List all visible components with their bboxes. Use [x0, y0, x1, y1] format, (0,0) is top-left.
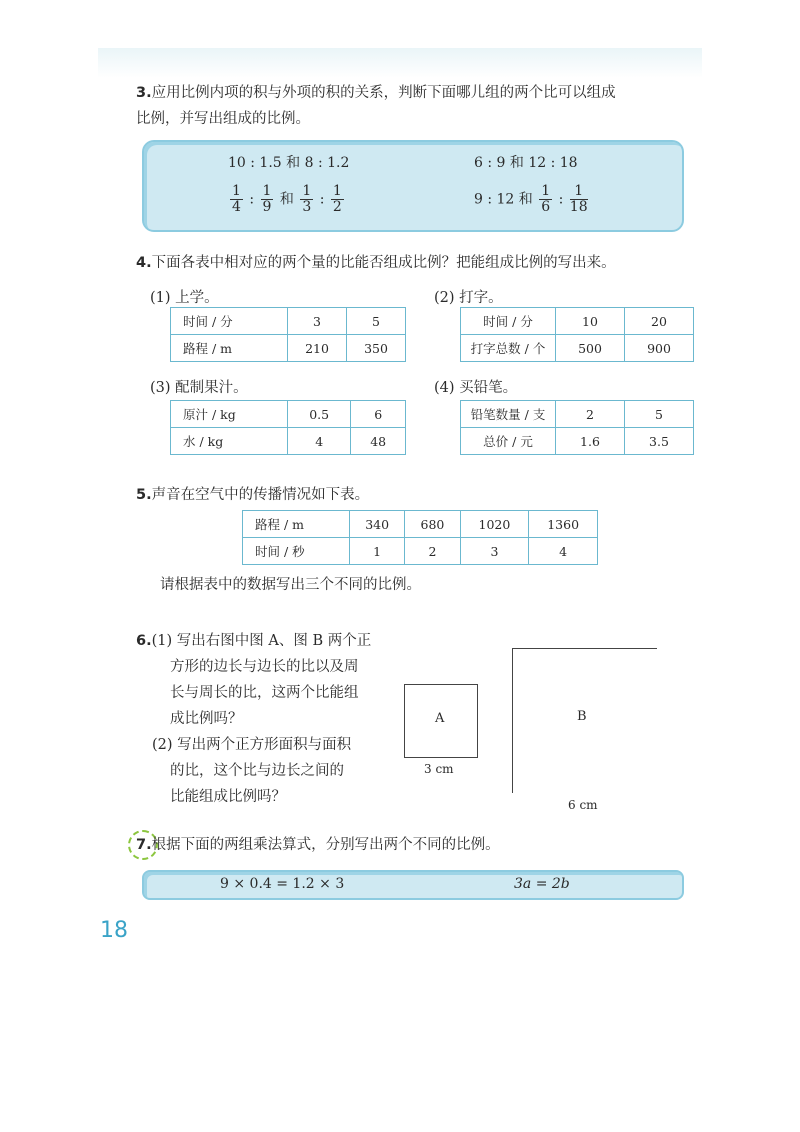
q4-table4-title: (4) 买铅笔。	[434, 380, 518, 396]
square-a-label: A	[435, 711, 445, 726]
q3-line1	[136, 80, 616, 106]
square-a	[404, 684, 478, 758]
q4-table3	[170, 400, 406, 455]
q7-expr-1: 9 × 0.4 = 1.2 × 3	[220, 876, 345, 892]
table-row: 时间 / 分 3 5	[171, 308, 406, 335]
table-row: 打字总数 / 个 500 900	[461, 335, 694, 362]
table-row: 水 / kg 4 48	[171, 428, 406, 455]
q6-p2-line: (2) 写出两个正方形面积与面积	[152, 737, 352, 753]
q7-heading	[136, 832, 500, 858]
table-row: 总价 / 元 1.6 3.5	[461, 428, 694, 455]
q6-text-block	[136, 628, 376, 810]
q3-line2: 比例，并写出组成的比例。	[136, 111, 310, 127]
q3-expr-3: $\frac{1}{4}$ : $\frac{1}{9}$ 和 $\frac{1}{3}$ : $\frac{1}{2}$	[232, 183, 342, 215]
q3-expr-4: 9 : 12 和 $\frac{1}{6}$ : $\frac{1}{18}$	[474, 183, 588, 215]
q3-number: 3.	[136, 85, 152, 101]
textbook-page	[98, 48, 702, 908]
table-row: 路程 / m 210 350	[171, 335, 406, 362]
square-b	[512, 648, 657, 793]
q5-table	[242, 510, 598, 565]
q5-text: 声音在空气中的传播情况如下表。	[151, 487, 370, 503]
q3-expr-2: 6 : 9 和 12 : 18	[474, 155, 578, 171]
q3-expression-box	[142, 140, 684, 232]
q5-number: 5.	[136, 487, 152, 503]
table-row: 时间 / 秒 1 2 3 4	[243, 538, 598, 565]
q7-text: 根据下面的两组乘法算式，分别写出两个不同的比例。	[151, 837, 500, 853]
page-number: 18	[100, 918, 128, 943]
q7-expression-box	[142, 870, 684, 900]
q4-number: 4.	[136, 255, 152, 271]
q4-table3-title: (3) 配制果汁。	[150, 380, 248, 396]
q6-p1-line: 方形的边长与边长的比以及周	[170, 659, 359, 675]
q4-text: 下面各表中相对应的两个量的比能否组成比例？把能组成比例的写出来。	[151, 255, 616, 271]
q4-table1-title: (1) 上学。	[150, 290, 219, 306]
q7-number: 7.	[136, 837, 152, 853]
square-b-side-label: 6 cm	[568, 798, 598, 812]
table-row: 原汁 / kg 0.5 6	[171, 401, 406, 428]
q6-p2-line: 比能组成比例吗？	[170, 789, 286, 805]
q6-p2-line: 的比，这个比与边长之间的	[170, 763, 344, 779]
table-row: 路程 / m 340 680 1020 1360	[243, 511, 598, 538]
q5-heading	[136, 482, 369, 508]
square-a-side-label: 3 cm	[424, 762, 454, 776]
q4-table2-title: (2) 打字。	[434, 290, 503, 306]
q7-expr-2: 3a = 2b	[514, 876, 570, 892]
q3-text: 应用比例内项的积与外项的积的关系，判断下面哪儿组的两个比可以组成	[151, 85, 616, 101]
q4-table1	[170, 307, 406, 362]
q3-expr-1: 10 : 1.5 和 8 : 1.2	[228, 155, 350, 171]
q6-p1-line: 长与周长的比，这两个比能组	[170, 685, 359, 701]
q4-table2	[460, 307, 694, 362]
q6-p1-line: (1) 写出右图中图 A、图 B 两个正	[151, 633, 372, 649]
q5-instruction: 请根据表中的数据写出三个不同的比例。	[160, 577, 421, 593]
q6-number: 6.	[136, 633, 152, 649]
q6-p1-line: 成比例吗？	[170, 711, 243, 727]
table-row: 时间 / 分 10 20	[461, 308, 694, 335]
q4-heading	[136, 250, 616, 276]
table-row: 铅笔数量 / 支 2 5	[461, 401, 694, 428]
q4-table4	[460, 400, 694, 455]
square-b-label: B	[577, 709, 587, 724]
